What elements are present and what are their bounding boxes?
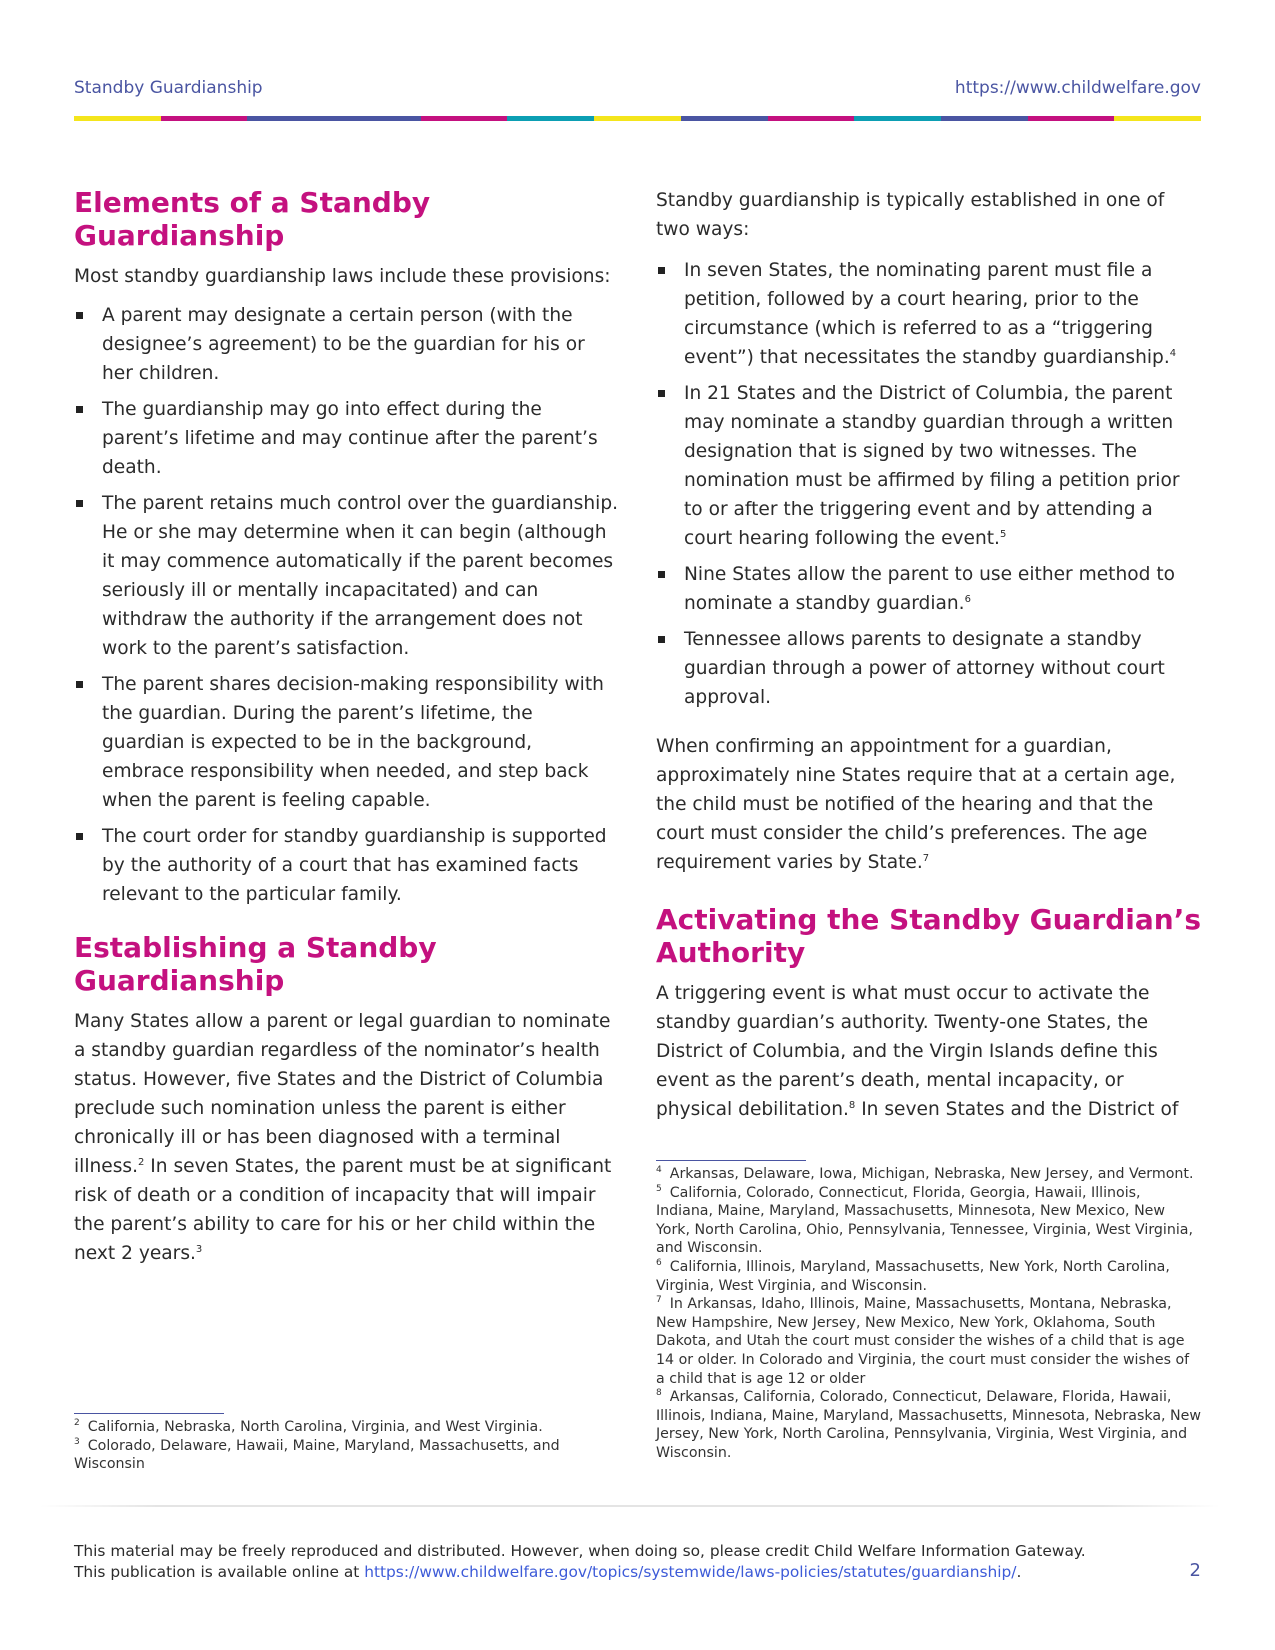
footnote: $^6$ California, Illinois, Maryland, Massachusetts, New York, North Carolina, Virginia, West Virginia, and Wisconsin.	[656, 1258, 1170, 1294]
footnote: $^7$ In Arkansas, Idaho, Illinois, Maine, Massachusetts, Montana, Nebraska, New Hampshire, New Jersey, New Mexico, New York, Oklahoma, South Dakota, and Utah the court must consider the wishes of a child that is age 14 or older. In Colorado and Virginia, the court must consider the wishes of a child that is age 12 or older	[656, 1295, 1190, 1387]
footnote-ref[interactable]: 6	[964, 593, 971, 605]
color-bar-segment	[854, 116, 941, 121]
header-color-bar	[74, 116, 1201, 121]
elements-list	[74, 301, 619, 909]
list-item: The court order for standby guardianship is supported by the authority of a court that has examined facts relevant to the particular family.	[74, 822, 619, 909]
footnotes-right	[656, 1160, 1201, 1463]
footnote: $^3$ Colorado, Delaware, Hawaii, Maine, Maryland, Massachusetts, and Wisconsin	[74, 1436, 560, 1473]
footnote: $^4$ Arkansas, Delaware, Iowa, Michigan, Nebraska, New Jersey, and Vermont.	[656, 1165, 1194, 1182]
list-item: The parent shares decision-making responsibility with the guardian. During the parent’s lifetime, the guardian is expected to be in the background, embrace responsibility when needed, and step back when the parent is feeling capable.	[74, 670, 619, 815]
color-bar-segment	[768, 116, 855, 121]
paragraph-text: Many States allow a parent or legal guardian to nominate a standby guardian regardless of the nominator’s health status. However, five States and the District of Columbia preclude such nomination unless the parent is either chronically ill or has been diagnosed with a terminal illness.	[74, 1011, 611, 1177]
footnote-ref[interactable]: 8	[848, 1099, 856, 1111]
section-intro: Standby guardianship is typically established in one of two ways:	[656, 190, 1165, 240]
list-item: A parent may designate a certain person (with the designee’s agreement) to be the guardian for his or her children.	[74, 301, 619, 388]
footnote-rule	[74, 1413, 224, 1414]
section-heading-activating: Activating the Standby Guardian’s Authority	[656, 903, 1202, 969]
footnote-rule	[656, 1160, 806, 1161]
list-item: Nine States allow the parent to use either method to nominate a standby guardian.$^6$	[656, 560, 1201, 618]
color-bar-segment	[941, 116, 1028, 121]
footer-line: This material may be freely reproduced and distributed. However, when doing so, please credit Child Welfare Information Gateway.	[74, 1542, 1086, 1560]
footnote-ref[interactable]: 2	[138, 1156, 145, 1168]
paragraph: When confirming an appointment for a guardian, approximately nine States require that at a certain age, the child must be notified of the hearing and that the court must consider the child’s preferences. The age requirement varies by State.$^7$	[656, 736, 1176, 873]
color-bar-segment	[1028, 116, 1115, 121]
footnote-ref[interactable]: 7	[922, 852, 930, 864]
list-item: The parent retains much control over the guardianship. He or she may determine when it can begin (although it may commence automatically if the parent becomes seriously ill or mentally incapacitated) and can withdraw the authority if the arrangement does not work to the parent’s satisfaction.	[74, 489, 619, 663]
section-heading-establishing: Establishing a Standby Guardianship	[74, 931, 437, 997]
footnote: $^5$ California, Colorado, Connecticut, Florida, Georgia, Hawaii, Illinois, Indiana, Maine, Maryland, Massachusetts, Minnesota, New Mexico, New York, North Carolina, Ohio, Pennsylvania, Tennessee, Virginia, West Virginia, and Wisconsin.	[656, 1183, 1193, 1257]
footer-line: This publication is available online at https://www.childwelfare.gov/topics/systemwide/laws-policies/statutes/guardianship/.	[74, 1563, 1022, 1581]
list-item: The guardianship may go into effect during the parent’s lifetime and may continue after the parent’s death.	[74, 395, 619, 482]
color-bar-segment	[507, 116, 594, 121]
footer-divider	[40, 1505, 1220, 1507]
footnote-ref[interactable]: 5	[999, 528, 1007, 540]
color-bar-segment	[74, 116, 161, 121]
section-intro: Most standby guardianship laws include these provisions:	[74, 266, 611, 287]
list-item: In seven States, the nominating parent must file a petition, followed by a court hearing, prior to the circumstance (which is referred to as a “triggering event”) that necessitates the standby guardianship.$^4$	[656, 256, 1201, 372]
list-item: In 21 States and the District of Columbia, the parent may nominate a standby guardian through a written designation that is signed by two witnesses. The nomination must be affirmed by filing a petition prior to or after the triggering event and by attending a court hearing following the event.$^5$	[656, 379, 1201, 553]
color-bar-segment	[1114, 116, 1201, 121]
right-column	[656, 186, 1201, 1124]
color-bar-segment	[681, 116, 768, 121]
footnote: $^2$ California, Nebraska, North Carolina, Virginia, and West Virginia.	[74, 1418, 543, 1435]
color-bar-segment	[334, 116, 421, 121]
header-url-link[interactable]: https://www.childwelfare.gov	[954, 78, 1201, 98]
footnote: $^8$ Arkansas, California, Colorado, Connecticut, Delaware, Florida, Hawaii, Illinois, Indiana, Maine, Maryland, Massachusetts, Minnesota, Nebraska, New Jersey, New York, North Carolina, Pennsylvania, Virginia, West Virginia, and Wisconsin.	[656, 1388, 1201, 1461]
color-bar-segment	[161, 116, 248, 121]
footnote-ref[interactable]: 3	[195, 1243, 203, 1255]
list-item: Tennessee allows parents to designate a standby guardian through a power of attorney without court approval.	[656, 625, 1201, 712]
footnotes-left	[74, 1413, 619, 1474]
paragraph	[74, 1007, 619, 1268]
paragraph-text: In seven States, the parent must be at significant risk of death or a condition of incapacity that will impair the parent’s ability to care for his or her child within the next 2 years.	[74, 1156, 612, 1264]
section-heading-elements: Elements of a Standby Guardianship	[74, 186, 431, 252]
methods-list	[656, 256, 1201, 712]
paragraph: A triggering event is what must occur to activate the standby guardian’s authority. Twenty-one States, the District of Columbia, and the Virgin Islands define this event as the parent’s death, mental incapacity, or physical debilitation.$^8$ In seven States and the District of	[656, 983, 1179, 1120]
color-bar-segment	[594, 116, 681, 121]
footnote-ref[interactable]: 4	[1169, 347, 1177, 359]
color-bar-segment	[247, 116, 334, 121]
header-title: Standby Guardianship	[74, 78, 263, 98]
page-number: 2	[1189, 1560, 1201, 1581]
color-bar-segment	[421, 116, 508, 121]
footer-notice	[74, 1541, 1154, 1583]
left-column	[74, 186, 619, 1268]
footer-link[interactable]: https://www.childwelfare.gov/topics/systemwide/laws-policies/statutes/guardianship/	[364, 1563, 1017, 1581]
